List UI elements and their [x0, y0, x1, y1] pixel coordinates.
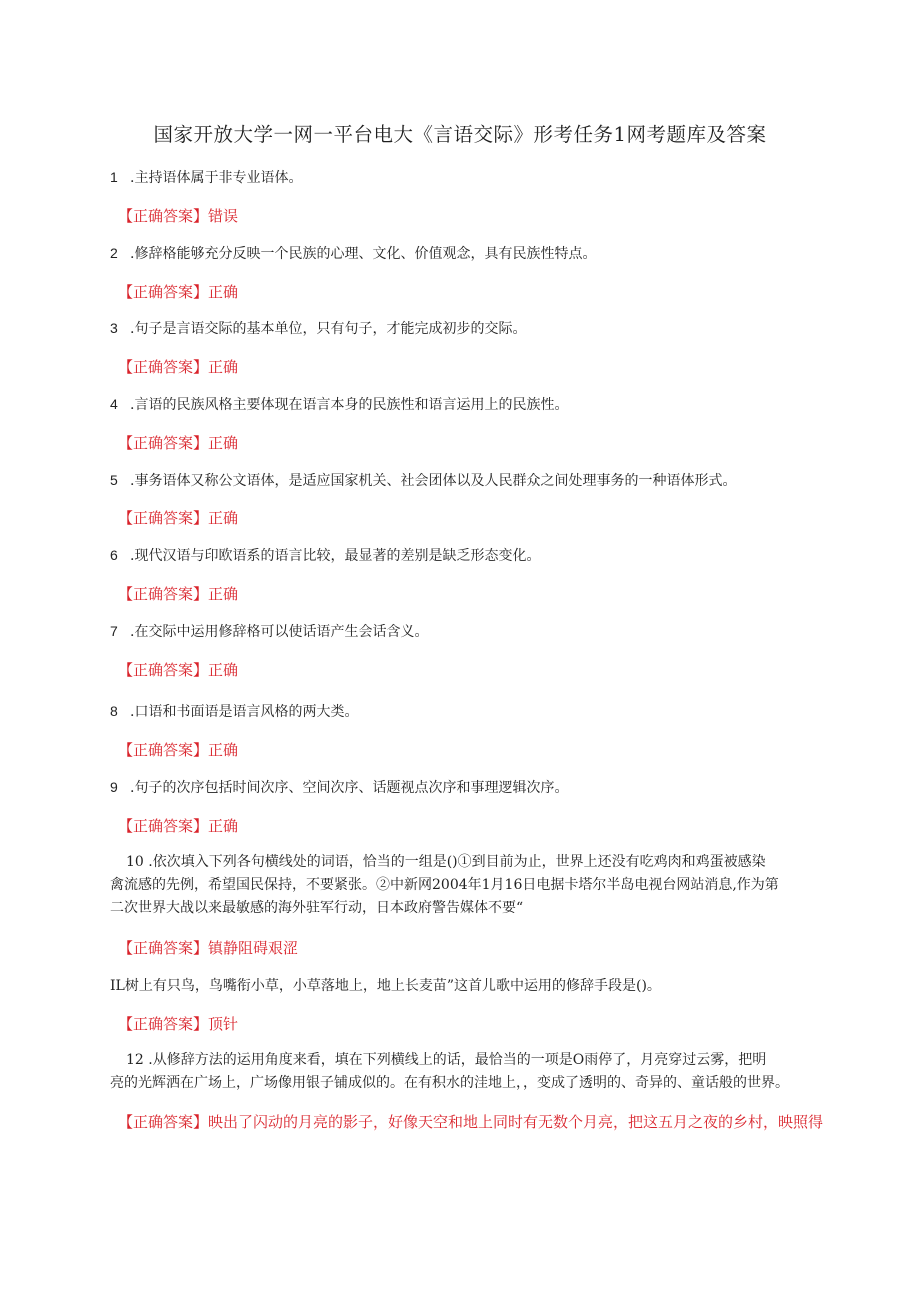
question-number: 7 — [110, 623, 118, 639]
question-text: .主持语体属于非专业语体。 — [130, 170, 303, 186]
question-10-line-1: 10 .依次填入下列各句横线处的词语，恰当的一组是()①到目前为止，世界上还没有吃鸡肉和鸡蛋被感染 — [126, 854, 766, 870]
question-text: .句子的次序包括时间次序、空间次序、话题视点次序和事理逻辑次序。 — [130, 780, 569, 796]
question-6 — [110, 545, 540, 565]
answer-8: 【正确答案】正确 — [118, 741, 239, 759]
question-12-line-2: 亮的光辉洒在广场上，广场像用银子铺成似的。在有积水的洼地上，，变成了透明的、奇异的、童话般的世界。 — [110, 1075, 789, 1091]
question-3 — [110, 318, 526, 338]
question-10 — [110, 851, 845, 920]
question-text: .言语的民族风格主要体现在语言本身的民族性和语言运用上的民族性。 — [130, 397, 569, 413]
question-7 — [110, 621, 428, 641]
answer-11: 【正确答案】顶针 — [118, 1015, 239, 1033]
answer-7: 【正确答案】正确 — [118, 661, 239, 679]
document-title: 国家开放大学一网一平台电大《言语交际》形考任务1网考题库及答案 — [153, 123, 767, 146]
question-5 — [110, 470, 736, 490]
answer-4: 【正确答案】正确 — [118, 434, 239, 452]
question-number: 3 — [110, 320, 118, 336]
answer-12: 【正确答案】映出了闪动的月亮的影子，好像天空和地上同时有无数个月亮，把这五月之夜的乡村，映照得 — [118, 1113, 824, 1131]
answer-6: 【正确答案】正确 — [118, 585, 239, 603]
question-text: .现代汉语与印欧语系的语言比较，最显著的差别是缺乏形态变化。 — [130, 548, 541, 564]
question-10-line-3: 二次世界大战以来最敏感的海外驻军行动，日本政府警告媒体不要“ — [110, 900, 524, 916]
answer-1: 【正确答案】错误 — [118, 207, 239, 225]
question-2 — [110, 243, 596, 263]
question-number: 5 — [110, 472, 118, 488]
answer-2: 【正确答案】正确 — [118, 283, 239, 301]
question-number: 1 — [110, 169, 118, 185]
question-number: 8 — [110, 703, 118, 719]
question-text: .修辞格能够充分反映一个民族的心理、文化、价值观念，具有民族性特点。 — [130, 246, 597, 262]
answer-9: 【正确答案】正确 — [118, 817, 239, 835]
question-text: .口语和书面语是语言风格的两大类。 — [130, 704, 359, 720]
answer-10: 【正确答案】镇静阻碍艰涩 — [118, 939, 299, 957]
question-12-line-1: 12 .从修辞方法的运用角度来看，填在下列横线上的话，最恰当的一项是O雨停了，月亮穿过云雾，把明 — [126, 1052, 767, 1068]
answer-5: 【正确答案】正确 — [118, 509, 239, 527]
question-9 — [110, 777, 568, 797]
question-number: 6 — [110, 547, 118, 563]
answer-3: 【正确答案】正确 — [118, 358, 239, 376]
question-text: .句子是言语交际的基本单位，只有句子，才能完成初步的交际。 — [130, 321, 527, 337]
question-number: 2 — [110, 245, 118, 261]
question-text: .在交际中运用修辞格可以使话语产生会话含义。 — [130, 624, 429, 640]
question-1 — [110, 167, 302, 187]
question-12 — [110, 1049, 845, 1095]
question-10-line-2: 禽流感的先例，希望国民保持，不要紧张。②中新网2004年1月16日电据卡塔尔半岛电视台网站消息,作为第 — [110, 877, 779, 893]
question-11: IL树上有只鸟，鸟嘴衔小草，小草落地上，地上长麦苗”这首儿歌中运用的修辞手段是()。 — [110, 978, 661, 994]
question-8 — [110, 701, 358, 721]
question-text: .事务语体又称公文语体，是适应国家机关、社会团体以及人民群众之间处理事务的一种语体形式。 — [130, 473, 737, 489]
question-number: 4 — [110, 396, 118, 412]
question-4 — [110, 394, 568, 414]
question-number: 9 — [110, 779, 118, 795]
